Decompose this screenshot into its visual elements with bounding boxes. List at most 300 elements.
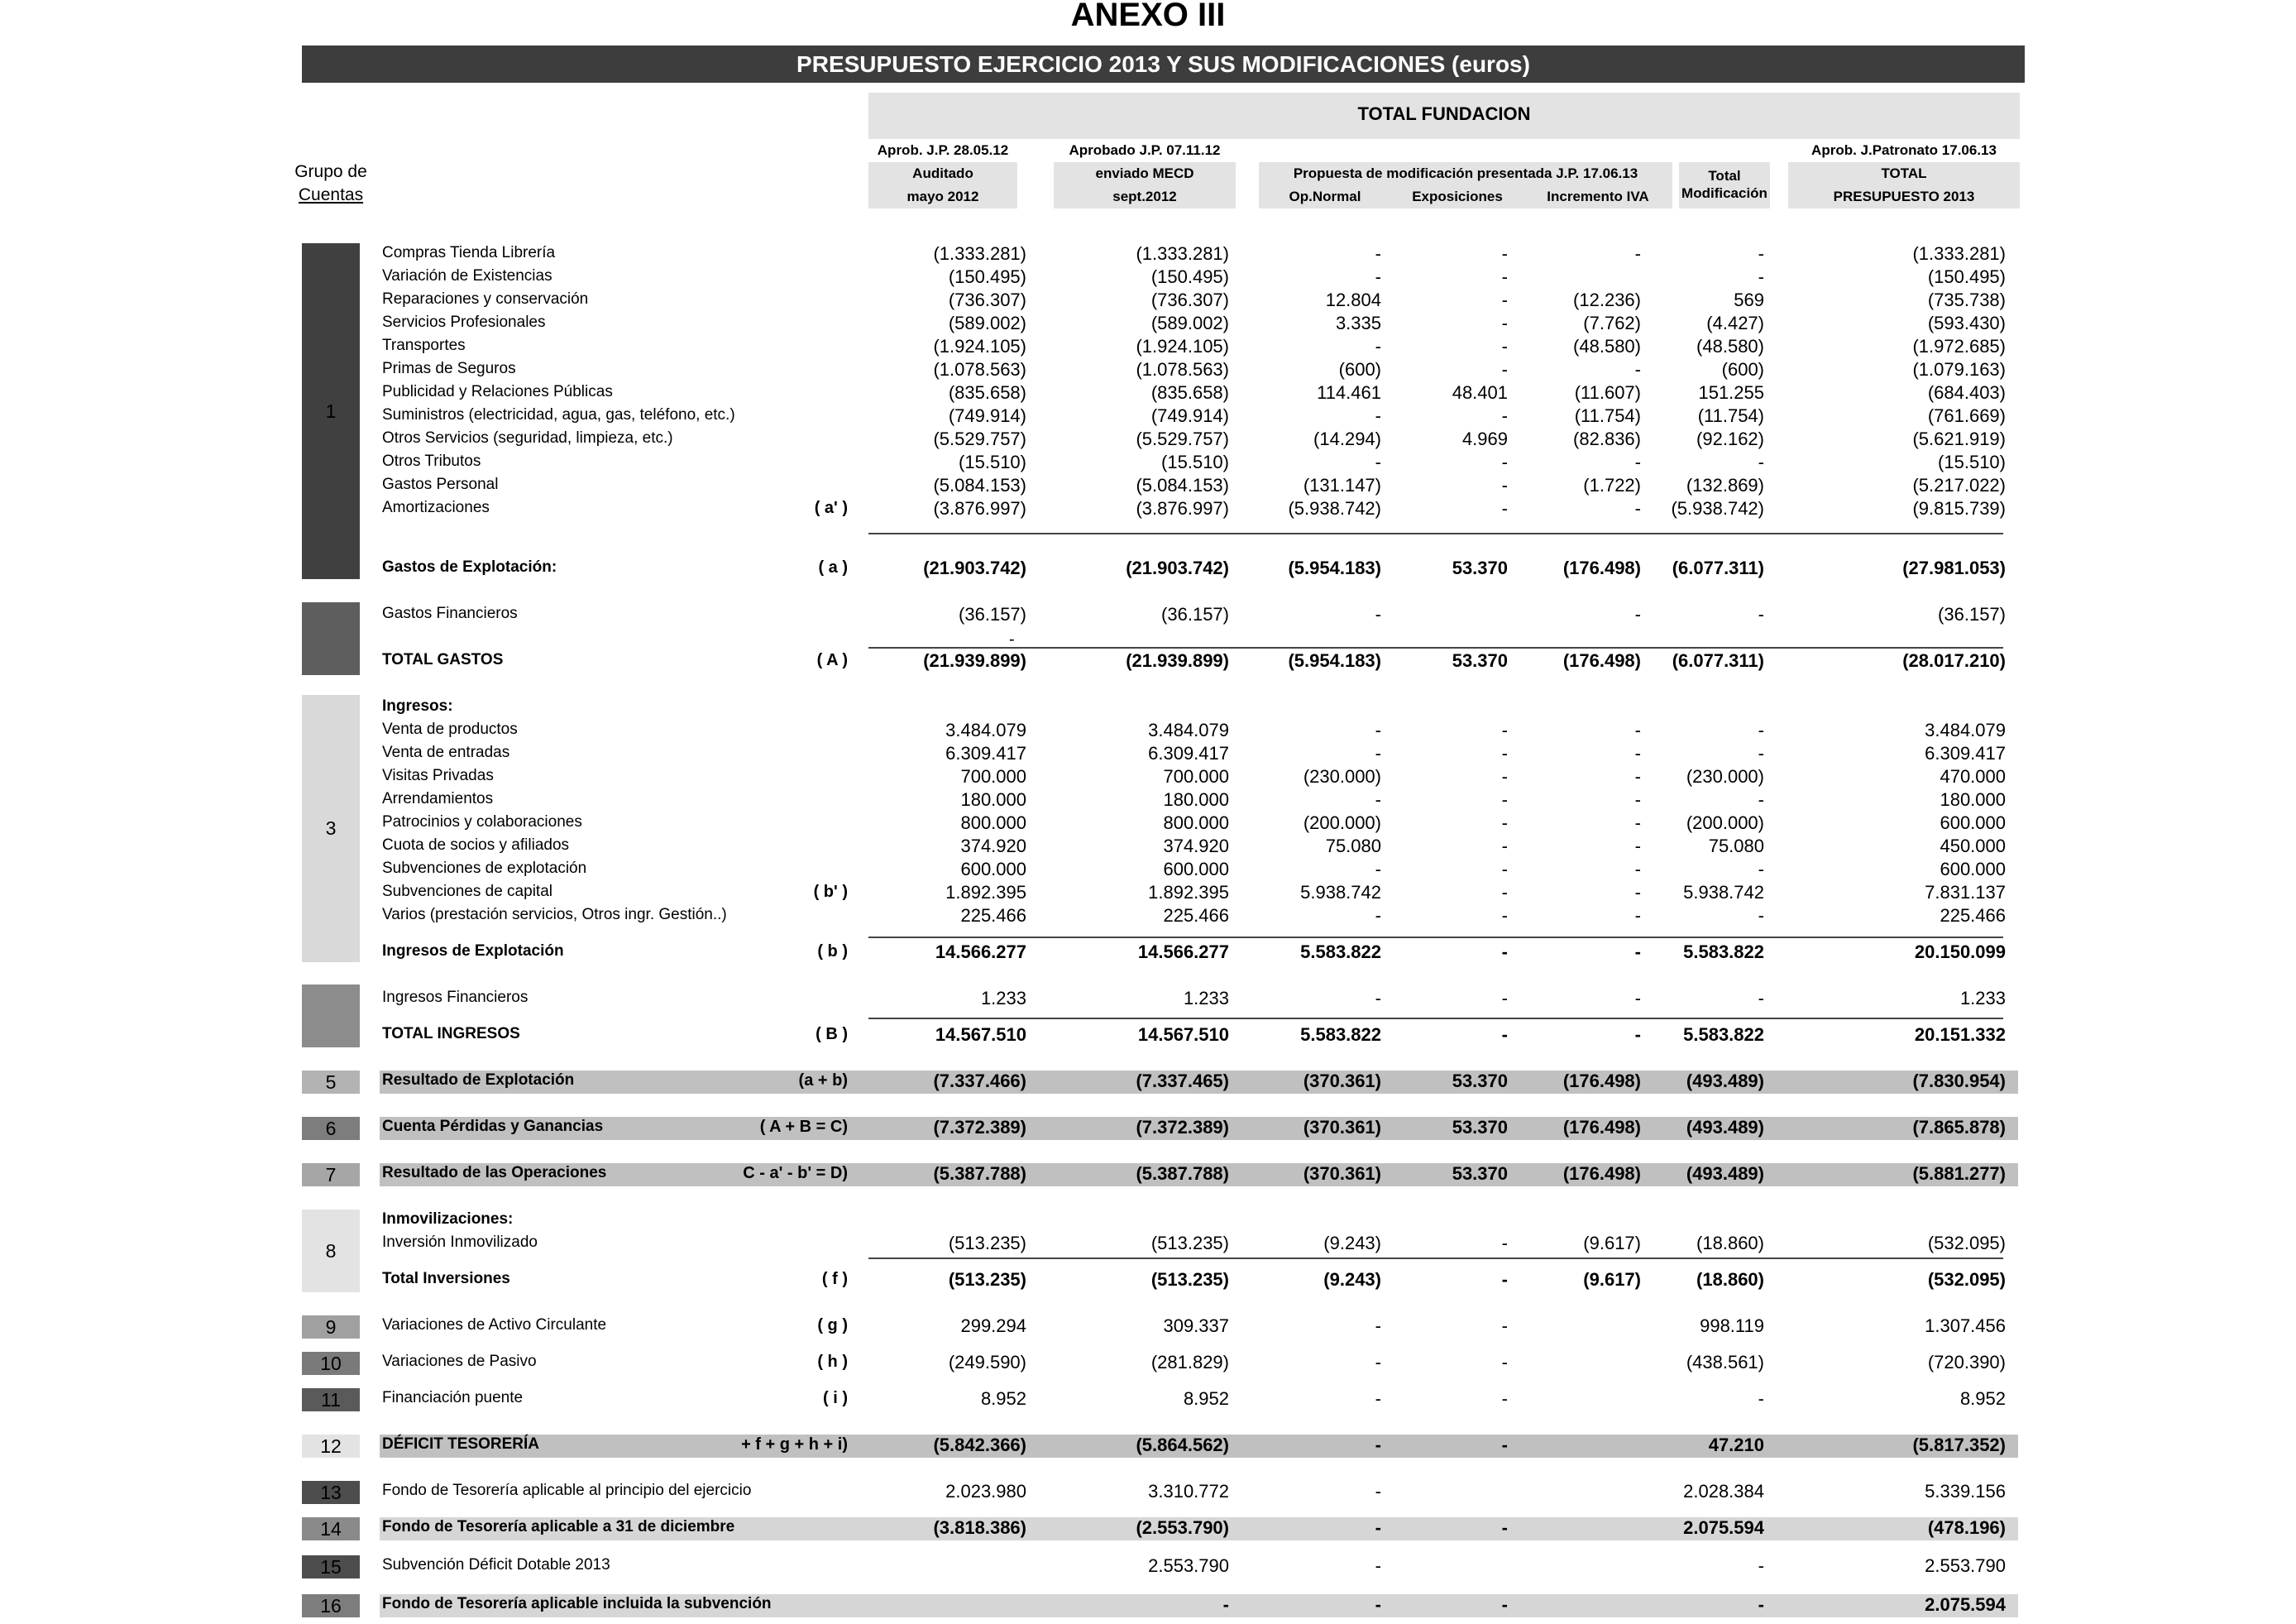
cell-col6: (600) [1721,359,1764,380]
row-label: Gastos Financieros [382,605,518,622]
row-label: Subvención Déficit Dotable 2013 [382,1556,610,1574]
cell-col3: 5.583.822 [1300,941,1381,962]
cell-col7: (1.079.163) [1912,359,2006,380]
row-tag: ( i ) [823,1389,848,1407]
group-block-1: 1 [302,243,360,579]
cell-col6: 2.075.594 [1683,1517,1764,1538]
col2-date: sept.2012 [1112,189,1177,204]
total-separator-line [868,937,2003,938]
cell-col2: 225.466 [1163,905,1229,926]
cell-col6: (4.427) [1706,313,1764,333]
cell-col6: (438.561) [1686,1352,1764,1372]
cell-col3: (200.000) [1303,812,1381,833]
cell-col5: - [1634,1024,1641,1045]
cell-col4: - [1501,1517,1508,1538]
cell-col2: 14.566.277 [1137,941,1229,962]
cell-col7: (761.669) [1927,405,2006,426]
cell-col6: - [1758,859,1764,879]
cell-col7: (684.403) [1927,382,2006,403]
cell-col3: 3.335 [1335,313,1381,333]
cell-col3: - [1375,988,1381,1008]
cell-col6: - [1758,743,1764,764]
cell-col5: (1.722) [1583,475,1641,496]
row-tag: ( h ) [817,1353,848,1371]
cell-col2: (21.903.742) [1126,558,1229,578]
cell-col4: - [1501,812,1508,833]
cell-col2: (15.510) [1161,452,1229,472]
cell-col6: 998.119 [1700,1315,1764,1336]
row-label: Arrendamientos [382,790,494,807]
cell-col5: - [1634,859,1641,879]
cell-col7: (1.972.685) [1912,336,2006,357]
cell-col4: 53.370 [1452,1163,1508,1184]
cell-col5: (48.580) [1573,336,1641,357]
cell-col2: (513.235) [1150,1233,1229,1253]
row-label: Visitas Privadas [382,767,494,784]
cell-col3: - [1375,1555,1381,1576]
cell-col6: (5.938.742) [1671,498,1764,519]
cell-col1: 8.952 [980,1388,1026,1409]
cell-col6: (18.860) [1696,1269,1764,1290]
cell-col3: - [1375,336,1381,357]
cell-col3: (9.243) [1323,1269,1381,1290]
cell-col7: 450.000 [1940,836,2006,856]
col1-date: mayo 2012 [906,189,979,204]
cell-col2: (5.864.562) [1136,1435,1229,1455]
cell-col4: - [1501,313,1508,333]
cell-col5: (11.754) [1574,405,1641,426]
cell-col3: - [1375,743,1381,764]
total-separator-line [868,1258,2003,1259]
cell-col2: 600.000 [1163,859,1229,879]
row-label: Total Inversiones [382,1270,510,1287]
row-label: Resultado de las Operaciones [382,1164,607,1181]
row-tag: ( A + B = C) [759,1118,848,1136]
row-label: Cuenta Pérdidas y Ganancias [382,1118,604,1135]
cell-col5: - [1634,812,1641,833]
cell-col4: - [1501,1269,1508,1290]
cell-col7: 1.233 [1959,988,2006,1008]
cell-col7: 7.831.137 [1925,882,2006,903]
cell-col2: (736.307) [1150,290,1229,310]
cell-col2: 3.310.772 [1148,1481,1229,1502]
cell-col1: 1.892.395 [945,882,1026,903]
cell-col2: 309.337 [1163,1315,1229,1336]
cell-col5: - [1634,359,1641,380]
cell-col3: (131.147) [1303,475,1381,496]
cell-col7: (5.881.277) [1912,1163,2006,1184]
cell-col5: - [1634,941,1641,962]
cell-col1: (249.590) [948,1352,1026,1372]
cell-col1: (5.387.788) [933,1163,1026,1184]
cell-col5: (176.498) [1562,558,1641,578]
cell-col1: 1.233 [980,988,1026,1008]
cell-col7: (5.621.919) [1912,429,2006,449]
cell-col7: (532.095) [1927,1233,2006,1253]
cell-col3: - [1375,405,1381,426]
cell-col3: (370.361) [1303,1071,1381,1091]
cell-col5: (7.762) [1583,313,1641,333]
group-block-6: 6 [302,1117,360,1140]
cell-col5: - [1634,789,1641,810]
cell-col3: 5.583.822 [1300,1024,1381,1045]
cell-col3: (600) [1338,359,1381,380]
cell-col7: (7.865.878) [1912,1117,2006,1138]
cell-col7: 20.150.099 [1914,941,2006,962]
proposal-header: Propuesta de modificación presentada J.P. 17.06.13 [1293,165,1638,181]
cell-col2: 14.567.510 [1137,1024,1229,1045]
cell-col4: - [1501,720,1508,740]
cell-col2: (2.553.790) [1136,1517,1229,1538]
cell-col3: 12.804 [1325,290,1381,310]
cell-col6: (230.000) [1686,766,1764,787]
cell-col6: - [1758,266,1764,287]
row-label: Venta de entradas [382,744,510,761]
cell-col7: 600.000 [1940,859,2006,879]
cell-col6: (11.754) [1697,405,1764,426]
cell-col6: - [1758,604,1764,625]
cell-col3: - [1375,1388,1381,1409]
cell-col3: (370.361) [1303,1163,1381,1184]
cell-col3: - [1375,1517,1381,1538]
row-label: Financiación puente [382,1389,524,1406]
row-label: Ingresos Financieros [382,989,529,1006]
col2-approval: Aprobado J.P. 07.11.12 [1069,142,1221,158]
cell-col1: 225.466 [960,905,1026,926]
cell-col5: - [1634,836,1641,856]
row-label: Inmovilizaciones: [382,1210,514,1228]
cell-col2: 6.309.417 [1148,743,1229,764]
cell-col5: (9.617) [1583,1233,1641,1253]
cell-col3: - [1375,859,1381,879]
col5-header: Incremento IVA [1547,189,1649,204]
col6-header-line1: Total [1708,168,1741,184]
cell-col4: - [1501,988,1508,1008]
cell-col4: - [1501,1024,1508,1045]
row-tag: (a + b) [798,1071,848,1090]
cell-col6: - [1758,243,1764,264]
row-label: Primas de Seguros [382,360,516,377]
cell-col1: (150.495) [948,266,1026,287]
cell-col1: (15.510) [959,452,1026,472]
cell-col5: - [1634,905,1641,926]
cell-col2: (3.876.997) [1136,498,1229,519]
row-tag: ( f ) [821,1270,848,1288]
cell-col3: - [1375,905,1381,926]
row-label: Variaciones de Activo Circulante [382,1316,607,1334]
cell-col7: (5.817.352) [1912,1435,2006,1455]
cell-col5: - [1634,766,1641,787]
cell-col3: (5.954.183) [1288,558,1381,578]
cell-col4: - [1501,836,1508,856]
row-tag: ( b' ) [813,883,848,901]
cell-col2: 2.553.790 [1148,1555,1229,1576]
cell-col3: - [1375,1352,1381,1372]
cell-col2: 180.000 [1163,789,1229,810]
group-block-10: 10 [302,1352,360,1375]
cell-col2: (21.939.899) [1126,650,1229,671]
row-tag: ( B ) [816,1025,848,1043]
cell-col1: 3.484.079 [945,720,1026,740]
row-label: Subvenciones de capital [382,883,552,900]
cell-col5: (82.836) [1573,429,1641,449]
row-label: Transportes [382,337,466,354]
row-label: Ingresos: [382,697,453,715]
cell-col4: 53.370 [1452,650,1508,671]
cell-col4: - [1501,405,1508,426]
cell-col1: (5.842.366) [933,1435,1026,1455]
cell-col1: 6.309.417 [945,743,1026,764]
cell-col4: - [1501,1233,1508,1253]
cell-col4: - [1501,1435,1508,1455]
cell-col6: - [1758,1388,1764,1409]
cell-col3: 5.938.742 [1300,882,1381,903]
cell-col1: 374.920 [960,836,1026,856]
cell-col6: - [1758,720,1764,740]
cell-col3: - [1375,604,1381,625]
cell-col3: (9.243) [1323,1233,1381,1253]
cell-col4: - [1501,1594,1508,1615]
total-separator-line [868,1018,2003,1019]
cell-col2: (5.084.153) [1136,475,1229,496]
cell-col2: (7.337.465) [1136,1071,1229,1091]
row-tag: ( a ) [818,558,848,577]
cell-col2: (36.157) [1161,604,1229,625]
group-header-line1: Grupo de [294,162,367,181]
cell-col1: 14.566.277 [935,941,1026,962]
cell-col6: (493.489) [1686,1071,1764,1091]
cell-col2: 3.484.079 [1148,720,1229,740]
cell-col4: - [1501,336,1508,357]
cell-col6: - [1758,789,1764,810]
cell-col4: - [1501,1352,1508,1372]
cell-col3: - [1375,1594,1381,1615]
cell-col6: - [1758,1594,1764,1615]
stray-dash: - [1009,630,1015,649]
cell-col7: 180.000 [1940,789,2006,810]
cell-col1: 700.000 [960,766,1026,787]
group-block-5: 5 [302,1071,360,1094]
cell-col6: (48.580) [1696,336,1764,357]
cell-col7: 470.000 [1940,766,2006,787]
cell-col4: - [1501,266,1508,287]
cell-col3: - [1375,720,1381,740]
cell-col6: - [1758,988,1764,1008]
cell-col7: (36.157) [1938,604,2006,625]
cell-col6: (493.489) [1686,1163,1764,1184]
cell-col1: (513.235) [948,1233,1026,1253]
cell-col5: - [1634,882,1641,903]
cell-col2: 1.233 [1183,988,1229,1008]
cell-col4: - [1501,905,1508,926]
cell-col5: (176.498) [1562,1163,1641,1184]
cell-col4: - [1501,1388,1508,1409]
cell-col3: (370.361) [1303,1117,1381,1138]
cell-col6: - [1758,1555,1764,1576]
cell-col2: (5.387.788) [1136,1163,1229,1184]
total-separator-line [868,533,2003,534]
cell-col1: (7.337.466) [933,1071,1026,1091]
col3-header: Op.Normal [1289,189,1361,204]
cell-col3: - [1375,243,1381,264]
cell-col7: 225.466 [1940,905,2006,926]
cell-col2: (281.829) [1150,1352,1229,1372]
budget-banner: PRESUPUESTO EJERCICIO 2013 Y SUS MODIFICACIONES (euros) [302,46,2025,83]
cell-col7: 20.151.332 [1914,1024,2006,1045]
row-label: Variación de Existencias [382,267,552,285]
cell-col2: (749.914) [1150,405,1229,426]
cell-col6: 151.255 [1698,382,1764,403]
cell-col7: (720.390) [1927,1352,2006,1372]
group-block-11: 11 [302,1388,360,1411]
row-label: Resultado de Explotación [382,1071,575,1089]
row-label: Suministros (electricidad, agua, gas, teléfono, etc.) [382,406,735,424]
cell-col7: (28.017.210) [1902,650,2006,671]
cell-col4: 53.370 [1452,1117,1508,1138]
cell-col4: - [1501,1315,1508,1336]
row-label: Otros Servicios (seguridad, limpieza, etc.) [382,429,673,447]
cell-col1: (3.876.997) [933,498,1026,519]
cell-col6: (18.860) [1696,1233,1764,1253]
cell-col2: 800.000 [1163,812,1229,833]
cell-col1: 2.023.980 [945,1481,1026,1502]
row-tag: C - a' - b' = D) [743,1164,848,1182]
row-label: Ingresos de Explotación [382,942,564,960]
cell-col1: (21.939.899) [923,650,1026,671]
cell-col3: (5.938.742) [1288,498,1381,519]
group-block-8: 8 [302,1210,360,1292]
cell-col2: (589.002) [1150,313,1229,333]
cell-col6: 47.210 [1708,1435,1764,1455]
cell-col1: (5.529.757) [933,429,1026,449]
group-block-15: 15 [302,1555,360,1578]
cell-col3: (14.294) [1313,429,1381,449]
row-label: TOTAL GASTOS [382,651,504,668]
cell-col1: (1.333.281) [933,243,1026,264]
row-tag: ( b ) [817,942,848,961]
col2-title: enviado MECD [1095,165,1194,181]
cell-col1: (589.002) [948,313,1026,333]
cell-col2: 8.952 [1183,1388,1229,1409]
row-label: Reparaciones y conservación [382,290,589,308]
row-label: Amortizaciones [382,499,490,516]
total-fundacion-label: TOTAL FUNDACION [1357,103,1531,124]
row-label: Compras Tienda Librería [382,244,556,261]
cell-col1: (835.658) [948,382,1026,403]
cell-col2: (1.078.563) [1136,359,1229,380]
cell-col1: 180.000 [960,789,1026,810]
cell-col7: (478.196) [1927,1517,2006,1538]
cell-col7: (532.095) [1927,1269,2006,1290]
cell-col6: - [1758,905,1764,926]
group-block-unlabeled-3 [302,984,360,1047]
cell-col7: 600.000 [1940,812,2006,833]
cell-col2: 374.920 [1163,836,1229,856]
group-block-3: 3 [302,695,360,962]
cell-col7: 3.484.079 [1925,720,2006,740]
cell-col7: 8.952 [1959,1388,2006,1409]
row-label: Gastos Personal [382,476,499,493]
cell-col3: - [1375,1481,1381,1502]
row-label: TOTAL INGRESOS [382,1025,520,1042]
cell-col2: (1.333.281) [1136,243,1229,264]
cell-col1: (749.914) [948,405,1026,426]
row-label: Cuota de socios y afiliados [382,836,570,854]
cell-col4: - [1501,859,1508,879]
row-label: Varios (prestación servicios, Otros ingr. Gestión..) [382,906,727,923]
cell-col3: - [1375,1435,1381,1455]
cell-col1: (736.307) [948,290,1026,310]
cell-col4: 53.370 [1452,558,1508,578]
row-label: Otros Tributos [382,453,481,470]
cell-col7: 5.339.156 [1925,1481,2006,1502]
cell-col5: - [1634,452,1641,472]
cell-col7: (15.510) [1938,452,2006,472]
row-tag: ( A ) [816,651,848,669]
cell-col2: (150.495) [1150,266,1229,287]
cell-col4: 48.401 [1452,382,1508,403]
cell-col1: (21.903.742) [923,558,1026,578]
cell-col7: 2.553.790 [1925,1555,2006,1576]
cell-col6: 2.028.384 [1683,1481,1764,1502]
cell-col2: 700.000 [1163,766,1229,787]
row-label: Gastos de Explotación: [382,558,557,576]
row-label: Servicios Profesionales [382,314,546,331]
cell-col3: (5.954.183) [1288,650,1381,671]
cell-col2: (1.924.105) [1136,336,1229,357]
cell-col1: 299.294 [960,1315,1026,1336]
cell-col6: - [1758,452,1764,472]
cell-col1: (1.078.563) [933,359,1026,380]
cell-col4: - [1501,941,1508,962]
group-block-13: 13 [302,1481,360,1504]
cell-col6: (6.077.311) [1672,558,1764,578]
group-block-16: 16 [302,1594,360,1617]
cell-col1: (1.924.105) [933,336,1026,357]
col6-header-line2: Modificación [1681,185,1767,201]
cell-col7: 6.309.417 [1925,743,2006,764]
cell-col2: (835.658) [1150,382,1229,403]
cell-col6: 5.938.742 [1683,882,1764,903]
cell-col6: 569 [1734,290,1764,310]
col7-title: TOTAL [1881,165,1927,181]
cell-col4: - [1501,475,1508,496]
col4-header: Exposiciones [1412,189,1503,204]
cell-col6: (493.489) [1686,1117,1764,1138]
row-label: Variaciones de Pasivo [382,1353,537,1370]
cell-col5: (176.498) [1562,1071,1641,1091]
cell-col7: (735.738) [1927,290,2006,310]
cell-col1: (513.235) [948,1269,1026,1290]
cell-col4: - [1501,882,1508,903]
cell-col4: 4.969 [1461,429,1508,449]
cell-col2: 1.892.395 [1148,882,1229,903]
col7-subtitle: PRESUPUESTO 2013 [1833,189,1975,204]
cell-col5: - [1634,720,1641,740]
cell-col1: 14.567.510 [935,1024,1026,1045]
cell-col6: (92.162) [1696,429,1764,449]
row-label: Subvenciones de explotación [382,860,587,877]
cell-col5: (176.498) [1562,1117,1641,1138]
cell-col3: - [1375,1315,1381,1336]
cell-col1: 800.000 [960,812,1026,833]
cell-col5: (12.236) [1573,290,1641,310]
row-tag: + f + g + h + i) [741,1435,848,1454]
group-block-12: 12 [302,1435,360,1458]
cell-col7: (1.333.281) [1912,243,2006,264]
cell-col1: (3.818.386) [933,1517,1026,1538]
page-title: ANEXO III [1070,0,1226,33]
